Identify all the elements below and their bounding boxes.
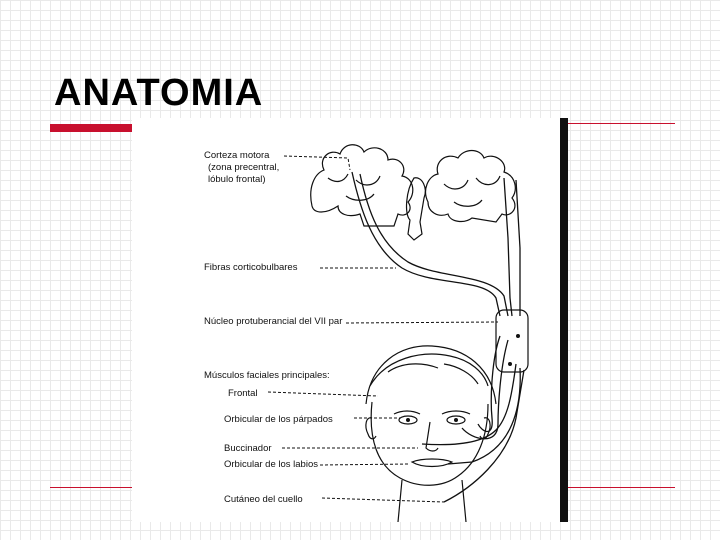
label-buccinador: Buccinador bbox=[224, 443, 272, 454]
label-orbicular-parpados: Orbicular de los párpados bbox=[224, 414, 333, 425]
scan-edge bbox=[560, 118, 568, 522]
label-corteza-motora: Corteza motora bbox=[204, 150, 270, 161]
label-musculos-faciales: Músculos faciales principales: bbox=[204, 370, 330, 381]
label-lobulo-frontal: lóbulo frontal) bbox=[208, 174, 266, 185]
label-frontal: Frontal bbox=[228, 388, 258, 399]
label-zona-precentral: (zona precentral, bbox=[208, 162, 280, 173]
nucleus-box bbox=[496, 310, 528, 372]
brain-cortex bbox=[311, 145, 516, 240]
diagram-svg bbox=[132, 118, 568, 522]
slide-title: ANATOMIA bbox=[54, 72, 264, 114]
top-rule bbox=[565, 123, 675, 124]
label-orbicular-labios: Orbicular de los labios bbox=[224, 459, 318, 470]
leader-lines bbox=[268, 156, 498, 502]
head-outline bbox=[366, 346, 496, 522]
nucleus-dot bbox=[508, 362, 512, 366]
label-cutaneo-cuello: Cutáneo del cuello bbox=[224, 494, 303, 505]
facial-nerve-diagram bbox=[132, 118, 568, 522]
label-nucleo-protuberancial: Núcleo protuberancial del VII par bbox=[204, 316, 343, 327]
bottom-rule-left bbox=[50, 487, 132, 488]
nucleus-dot bbox=[516, 334, 520, 338]
label-fibras-corticobulbares: Fibras corticobulbares bbox=[204, 262, 298, 273]
bottom-rule-right bbox=[565, 487, 675, 488]
nerve-tracts bbox=[352, 172, 528, 502]
